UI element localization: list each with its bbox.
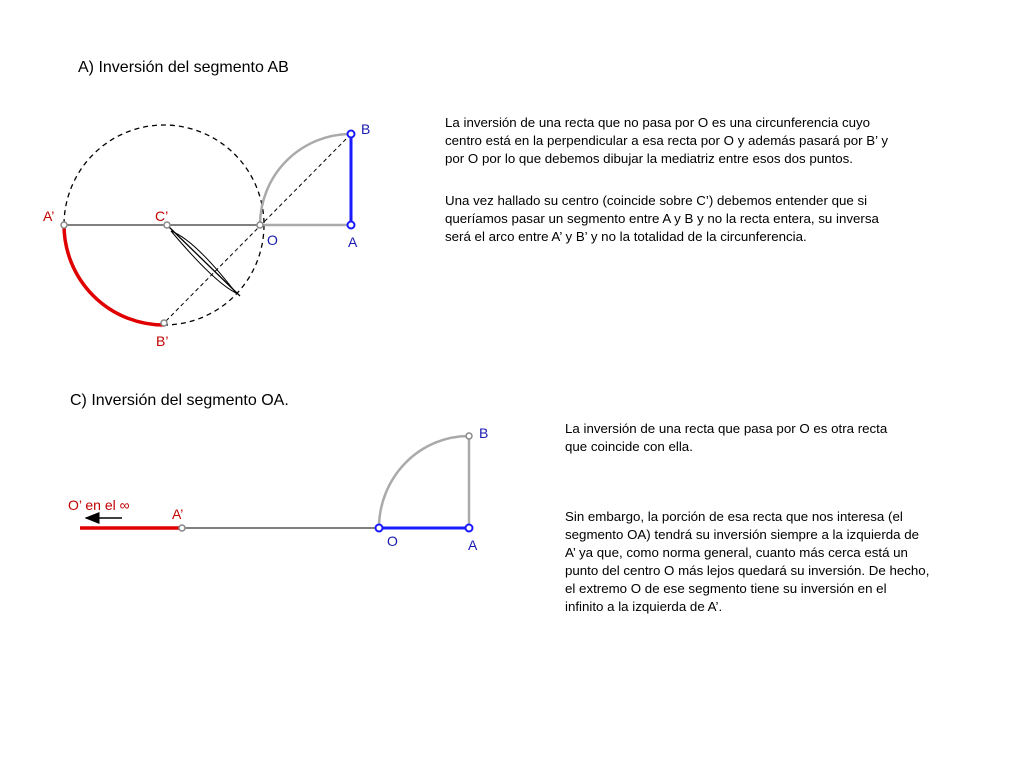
text-line: el extremo O de ese segmento tiene su inversión en el — [565, 581, 887, 596]
inverse-arc-a-prime-b-prime — [64, 225, 164, 325]
point-b-prime — [161, 320, 167, 326]
label-b: B — [361, 121, 371, 137]
label-a-prime: A’ — [43, 208, 55, 224]
text-line: La inversión de una recta que pasa por O es otra recta — [565, 421, 888, 436]
text-line: centro está en la perpendicular a esa recta por O y además pasará por B’ y — [445, 133, 888, 148]
text-line: segmento OA) tendrá su inversión siempre a la izquierda de — [565, 527, 920, 542]
section-ab-title: A) Inversión del segmento AB — [78, 59, 289, 76]
text-line: infinito a la izquierda de A’. — [565, 599, 723, 614]
text-line: Una vez hallado su centro (coincide sobre C’) debemos entender que si — [445, 193, 868, 208]
text-line: queríamos pasar un segmento entre A y B y no la recta entera, su inversa — [445, 211, 879, 226]
point-o — [257, 222, 263, 228]
label-o: O — [267, 232, 278, 248]
label-b: B — [479, 425, 489, 441]
text-line: que coincide con ella. — [565, 439, 693, 454]
point-a-prime — [179, 525, 185, 531]
point-b — [466, 433, 472, 439]
label-c-prime: C’ — [155, 208, 169, 224]
text-line: será el arco entre A’ y B’ y no la totalidad de la circunferencia. — [445, 229, 807, 244]
point-b — [348, 131, 355, 138]
point-a — [466, 525, 473, 532]
label-o-prime-infinity: O’ en el ∞ — [68, 497, 130, 513]
text-line: por O por lo que debemos dibujar la mediatriz entre esos dos puntos. — [445, 151, 854, 166]
label-b-prime: B’ — [156, 333, 169, 349]
point-a — [348, 222, 355, 229]
label-a-prime: A’ — [172, 506, 184, 522]
label-o: O — [387, 533, 398, 549]
diagram-ab — [43, 121, 370, 349]
perpendicular-bisector — [168, 226, 240, 296]
point-o — [376, 525, 383, 532]
point-a-prime — [61, 222, 67, 228]
text-line: A’ ya que, como norma general, cuanto más cerca está un — [565, 545, 908, 560]
construction-arc — [379, 436, 469, 528]
text-line: La inversión de una recta que no pasa por O es una circunferencia cuyo — [445, 115, 871, 130]
text-line: punto del centro O más lejos quedará su inversión. De hecho, — [565, 563, 930, 578]
section-oa-title: C) Inversión del segmento OA. — [70, 392, 289, 409]
label-a: A — [348, 234, 358, 250]
text-line: Sin embargo, la porción de esa recta que nos interesa (el — [565, 509, 903, 524]
diagram-oa — [68, 425, 488, 553]
label-a: A — [468, 537, 478, 553]
line-b-to-b-prime — [164, 134, 351, 323]
